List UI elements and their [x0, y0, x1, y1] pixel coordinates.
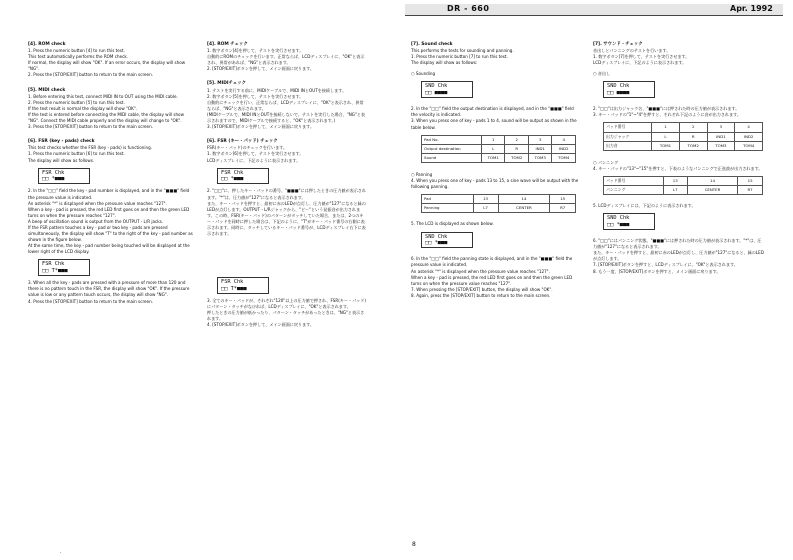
sound-check-title: [7]. Sound check [411, 42, 453, 47]
lcd-snd-display-jp [603, 81, 655, 98]
fsr-check-title-jp: [6]. FSR (キー・パッド) チェック [207, 139, 278, 145]
table-cell: 14 [498, 195, 550, 204]
table-cell: パンニング [604, 186, 664, 195]
table-cell: TOM2 [679, 141, 707, 150]
lcd-line-2: □□ *■■■ [607, 221, 630, 228]
table-row [604, 186, 763, 195]
table-cell: Output destination [422, 144, 482, 153]
lcd-snd-panning-display-jp [603, 213, 655, 230]
sound-check-intro: This performs the tests for sounding and panning. 1. Press the numeric button [7] to run this test. The display will show as follows: [411, 48, 514, 66]
lcd-line-2: □□ *■■■ [425, 239, 448, 246]
table-cell: 出力ジャック [604, 132, 652, 141]
table-cell: IND1 [528, 144, 552, 153]
issue-date: Apr. 1992 [730, 4, 773, 13]
table-row [604, 132, 763, 141]
lcd-line-2: □□ ■■■■ [607, 89, 630, 96]
sound-check-body-4: 5. The LCD is displayed as shown below. [411, 221, 494, 227]
lcd-line-2: □□ T*■■■ [221, 285, 247, 292]
sound-check-body-4-jp: 5. LCDディスプレイには、下記のように表示されます。 [593, 203, 696, 209]
lcd-fsr-display-jp [217, 168, 269, 185]
table-row [604, 123, 763, 132]
table-cell: 出力音 [604, 141, 652, 150]
table-cell: TOM4 [735, 141, 763, 150]
table-cell: 14 [687, 176, 737, 185]
table-row [422, 195, 576, 204]
table-cell: Sound [422, 153, 482, 162]
table-cell: R [679, 132, 707, 141]
fsr-check-body-2-jp: 2. "□□"に、押したキー・パッドの番号、"■■■"には押したときの圧力値が表示されます。"*"は、圧力値が"127"になると表示されます。 また、キー・パッドを押すと、最初に赤のLEDが点灯し、圧力値が"127"になると緑のLEDが点灯します。OUTPUT - L/Rジャックから、"ピー"という発振音が出力されます。この時、FSR(キー・パッド)のパターンがタッチしていた場合、または、2つのキー・パッドを同時に押した場合は、下記のように、"T"がキー・パッド番号の右側に表示されます。同時に、タッチしているキー・パッド番号が、LCDディスプレイ右下に表示されます。 [207, 188, 366, 237]
panning-label: ○ Panning [411, 171, 433, 177]
table-cell: 15 [738, 176, 763, 185]
sound-check-intro-jp: 音出しとパンニングのテストを行います。 1. 数字ボタン[7]を押して、テストを実行させます。 LCDディスプレイに、下記のように表示されます。 [593, 48, 690, 66]
midi-check-title: [5]. MIDI check [28, 87, 66, 93]
table-cell: 2 [505, 135, 529, 144]
rom-check-body-jp: 1. 数字ボタン[4]を押して、テストを実行させます。 自動的にROMのチェックを行います。正常ならば、LCDディスプレイに、"OK"と表示され、異常があれば、"NG"と表示されます。 2. [STOP/EXIT]ボタンを押して、メイン画面に戻ります。 [207, 48, 365, 72]
table-row [604, 141, 763, 150]
table-cell: TOM1 [481, 153, 505, 162]
table-cell: 1 [481, 135, 505, 144]
sound-check-body-3: 4. When you press one of key - pads 13 to 15, a sine wave will be output with the following panning. [411, 178, 579, 190]
midi-check-body-jp: 1. テストを実行する前に、MIDIケーブルで、MIDI INとOUTを接続します。 2. 数字ボタン[5]を押して、テストを実行させます。 自動的にチェックを行い、正常ならば、LCDディスプレイに、"OK"と表示され、異常ならば、"NG"と表示されます。 (MIDIケーブルで、MIDI INとOUTを接続しないで、テストを実行した場合、"NG"と表示されますので、MIDIケーブルで接続すると、"OK"と表示されます。) 3. [STOP/EXIT]ボタンを押して、メイン画面に戻ります。 [207, 87, 366, 130]
rom-check-body: 1. Press the numeric button [4] to run this test. This test automatically performs the ROM check. If normal, the display will show "OK". If an error occurs, the display will show "NG". 2. Press the [STOP/EXIT] button to return to the main screen. [28, 48, 186, 78]
fsr-check-title: [6]. FSR (key - pads) check [28, 139, 95, 145]
table-cell: Panning [422, 204, 474, 213]
table-cell: L7 [663, 186, 687, 195]
lcd-fsr-touch-display [38, 259, 90, 276]
page-number: 8 [412, 541, 416, 548]
lcd-line-2: □□ *■■■ [42, 176, 65, 182]
table-cell: 3 [707, 123, 735, 132]
table-row [422, 144, 576, 153]
table-cell: CENTER [498, 204, 550, 213]
table-cell: R [505, 144, 529, 153]
table-cell: Pad No. [422, 135, 482, 144]
sound-check-body-5: 6. In the "□□" field the panning state is displayed, and in the "■■■" field the pressure value is indicated. An asterisk "*" is displayed when the pressure value reaches "127". When a key - pad is pressed, the red LED first goes on and then the green LED turns on when the pressure value reaches "127". 7. When pressing the [STOP/EXIT] button, the display will show "OK". 8. Again, press the [STOP/EXIT] button to return to the main screen. [411, 256, 573, 298]
sound-check-body-2: 2. In the "□□" field the output destination is displayed, and in the "■■■" field the velocity is indicated. 3. When you press one of key - pads 1 to 4, sound will be output as shown in the table below. [411, 106, 577, 130]
lcd-line-1: SND Chk [607, 215, 630, 222]
lcd-line-2: □□ T*■■■ [42, 267, 68, 274]
table-cell: パッド番号 [604, 176, 664, 185]
table-cell: 2 [679, 123, 707, 132]
table-cell: TOM4 [552, 153, 576, 162]
table-cell: CENTER [687, 186, 737, 195]
table-cell: L [481, 144, 505, 153]
table-cell: L7 [473, 204, 498, 213]
fsr-check-body-3-jp: 3. 全てのキー・パッドが、それぞれ"120"以上の圧力値で押され、FSR(キー・パッド)にパターン・タッチがなければ、LCDディスプレイに、"OK"と表示されます。 押したときの圧力値が低かったり、パターン・タッチがあったときは、"NG"と表示されます。 4. [STOP/EXIT]ボタンを押して、メイン画面に戻ります。 [207, 297, 366, 328]
lcd-fsr-touch-display-jp [217, 277, 269, 294]
table-cell: 3 [528, 135, 552, 144]
table-cell: 13 [663, 176, 687, 185]
fsr-check-body-3: 3. When all the key - pads are pressed with a pressure of more than 120 and there is no pattern touch in the FSR, the display will show "OK". If the pressure value is low or any pattern touch occurs, the display will show "NG". 4. Press the [STOP/EXIT] button to return to the main screen. [28, 280, 190, 304]
sounding-label: ○ Sounding [411, 71, 436, 77]
column-japanese-test-7 [593, 42, 765, 275]
column-english-tests-4-6 [28, 42, 194, 305]
table-cell: Pad [422, 195, 474, 204]
sounding-label-jp: ○ 音出し [593, 71, 611, 77]
table-cell: パッド番号 [604, 123, 652, 132]
panning-table [421, 194, 576, 213]
lcd-line-2: □□ ■■■■ [425, 89, 448, 96]
lcd-line-1: SND Chk [425, 83, 448, 90]
table-row [604, 176, 763, 185]
table-cell: R7 [738, 186, 763, 195]
table-cell: 4 [735, 123, 763, 132]
lcd-line-1: SND Chk [425, 233, 448, 240]
midi-check-title-jp: [5]. MIDIチェック [207, 81, 246, 87]
column-english-test-7 [411, 42, 579, 299]
panning-table-jp [603, 176, 763, 195]
pad-output-table-jp [603, 122, 763, 150]
table-row [422, 204, 576, 213]
lcd-line-1: FSR Chk [42, 169, 65, 176]
sound-check-body-2-jp: 2. "□□"は出力ジャック名、"■■■"には押された時の圧力値が表示されます。 3. キー・パッドの"1"~"4"を押すと、それぞれ下記のように音が出力されます。 [593, 106, 741, 118]
panning-label-jp: ○ パンニング [593, 159, 619, 165]
lcd-line-1: FSR Chk [42, 261, 65, 268]
sound-check-body-3-jp: 4. キー・パッドの"13"~"15"を押すと、下表のようなパンニングで正弦波が出力されます。 [593, 165, 763, 171]
lcd-line-1: FSR Chk [221, 279, 244, 286]
fsr-check-body-jp: FSR(キー・パッド)のチェックを行います。 1. 数字ボタン[6]を押して、テストを実行させます。 LCDディスプレイに、下記のように表示されます。 [207, 145, 304, 163]
lcd-snd-panning-display [421, 232, 473, 249]
page-header [0, 0, 793, 20]
table-cell: 4 [552, 135, 576, 144]
table-cell: TOM3 [528, 153, 552, 162]
fsr-check-body: This test checks whether the FSR (key - pads) is functioning. 1. Press the numeric button [6] to run this test. The display will show as follows. [28, 145, 152, 163]
midi-check-body: 1. Before entering this test, connect MIDI IN to OUT using the MIDI cable. 2. Press the numeric button [5] to run this test. If the test result is normal the display will show "OK". If the test is entered before connecting the MIDI cable, the display will show "NG". Connect the MIDI cable properly and the display will change to "OK". 3. Press the [STOP/EXIT] button to return to the main screen. [28, 93, 184, 130]
table-cell: 13 [473, 195, 498, 204]
fsr-check-body-2: 2. In the "□□" field the key - pad number is displayed, and in the "■■■" field the pressure value is indicated. An asterisk "*" is displayed when the pressure value reaches "127". When a key - pad is pressed, the red LED first goes on and then the green LED turns on when the pressure reaches "127". A beep of oscillation sound is output from the OUTPUT - L/R jacks. If the FSR pattern touches a key - pad or two key - pads are pressed simultaneously, the display will show "T" to the right of the key - pad number as shown in the figure below. At the same time, the key - pad number being touched will be displayed at the lower right of the LCD display. [28, 188, 193, 255]
table-cell: R7 [550, 204, 576, 213]
lcd-snd-display [421, 81, 473, 98]
table-cell: IND2 [735, 132, 763, 141]
table-cell: TOM3 [707, 141, 735, 150]
column-japanese-tests-4-6 [207, 42, 367, 328]
lcd-line-1: FSR Chk [221, 169, 244, 176]
table-cell: 15 [550, 195, 576, 204]
table-cell: TOM1 [652, 141, 680, 150]
table-cell: TOM2 [505, 153, 529, 162]
sound-check-body-5-jp: 6. "□□"にはパンニング状態、"■■■"には押された時の圧力値が表示されます。"*"は、圧力値が"127"になると表示されます。 また、キー・パッドを押すと、最初に赤のLEDが点灯し、圧力値が"127"になると、緑のLEDが点灯します。 7. [STOP/EXIT]ボタンを押すと、LCDディスプレイに、"OK"と表示されます。 8. もう一度、[STOP/EXIT]ボタンを押すと、メイン画面に戻ります。 [593, 238, 764, 274]
sound-check-title-jp: [7]. サウンド・チェック [593, 42, 643, 47]
header-rule [405, 15, 783, 16]
pad-output-table [421, 135, 576, 163]
table-cell: L [652, 132, 680, 141]
lcd-fsr-display [38, 168, 90, 185]
lcd-line-1: SND Chk [607, 83, 630, 90]
lcd-line-2: □□ *■■■ [221, 176, 244, 182]
model-name: DR - 660 [447, 4, 490, 13]
rom-check-title-jp: [4]. ROM チェック [207, 42, 248, 47]
rom-check-title: [4]. ROM check [28, 42, 66, 47]
table-cell: IND1 [707, 132, 735, 141]
table-row [422, 153, 576, 162]
stray-mark: . [60, 549, 62, 555]
table-cell: 1 [652, 123, 680, 132]
table-cell: IND2 [552, 144, 576, 153]
table-row [422, 135, 576, 144]
